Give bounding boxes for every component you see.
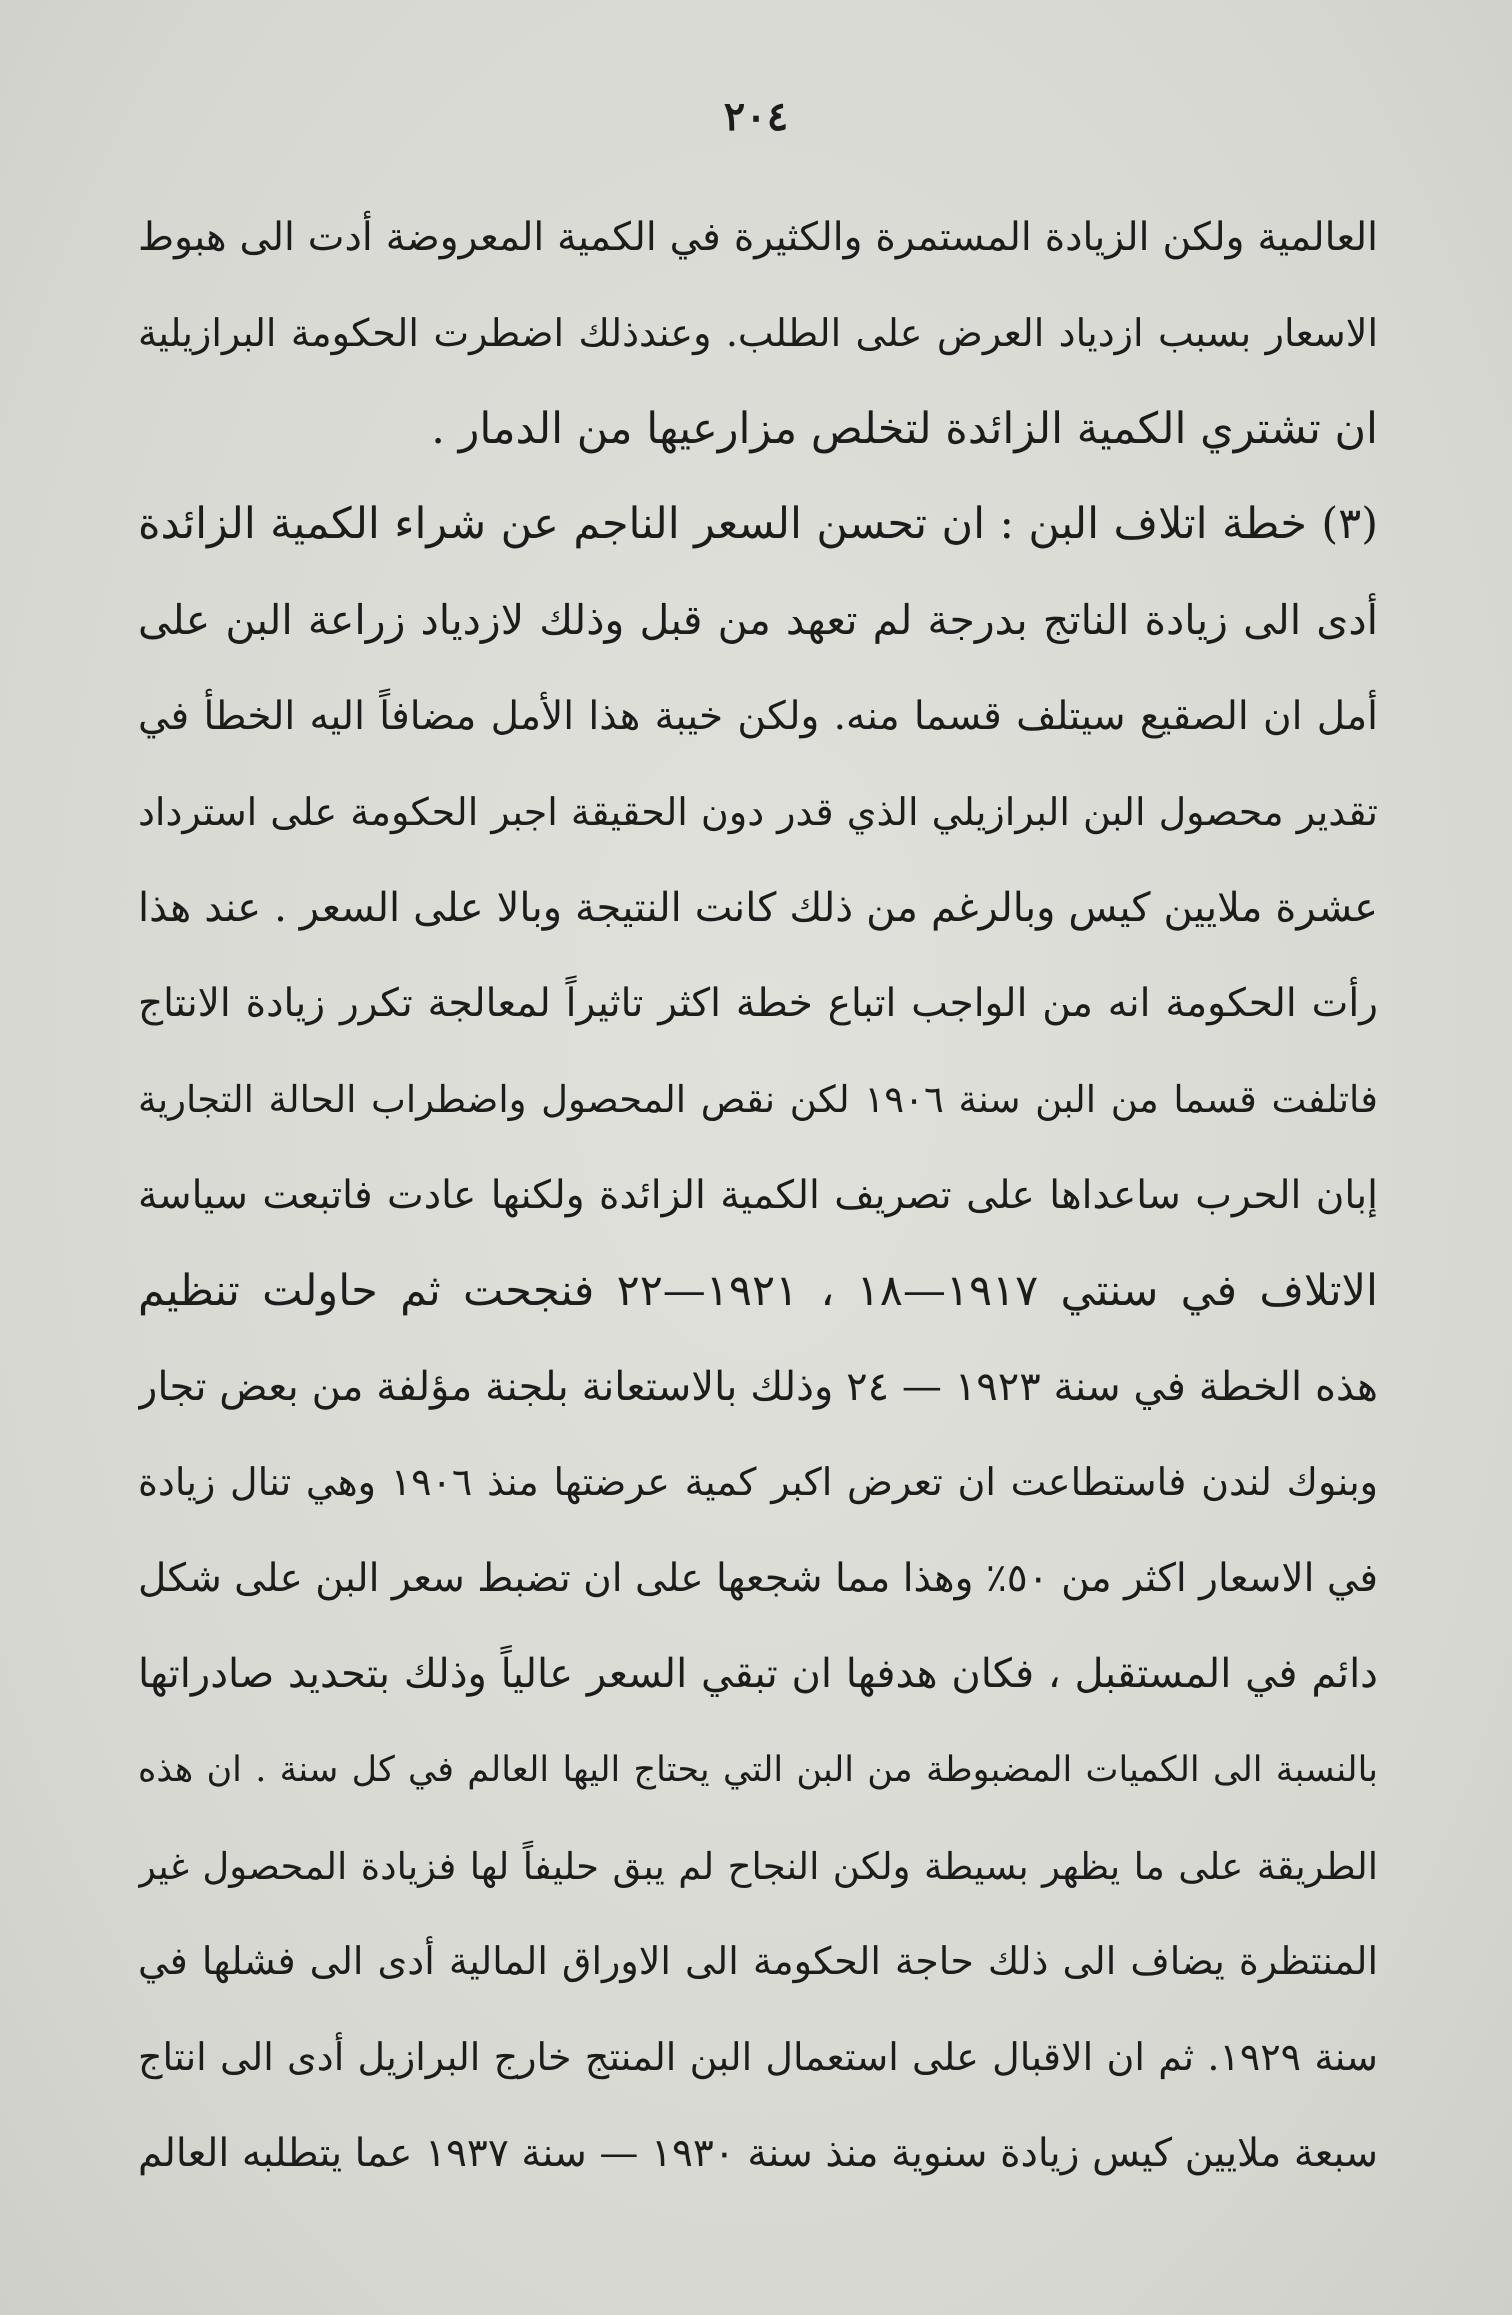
text-line-21: سبعة ملايين كيس زيادة سنوية منذ سنة ١٩٣٠ — سنة ١٩٣٧ عما يتطلبه العالم (138, 2130, 1378, 2176)
text-line-19: المنتظرة يضاف الى ذلك حاجة الحكومة الى الاوراق المالية أدى الى فشلها في (138, 1939, 1378, 1984)
text-line-7: تقدير محصول البن البرازيلي الذي قدر دون الحقيقة اجبر الحكومة على استرداد (138, 789, 1378, 834)
body-text (138, 190, 1378, 2202)
text-line-10: فاتلفت قسما من البن سنة ١٩٠٦ لكن نقص المحصول واضطراب الحالة التجارية (138, 1078, 1378, 1122)
text-line-17: بالنسبة الى الكميات المضبوطة من البن التي يحتاج اليها العالم في كل سنة . ان هذه (138, 1749, 1378, 1790)
text-line-14: وبنوك لندن فاستطاعت ان تعرض اكبر كمية عرضتها منذ ١٩٠٦ وهي تنال زيادة (138, 1460, 1378, 1505)
text-line-4: (٣) خطة اتلاف البن : ان تحسن السعر الناجم عن شراء الكمية الزائدة (138, 499, 1378, 550)
text-line-13: هذه الخطة في سنة ١٩٢٣ — ٢٤ وذلك بالاستعانة بلجنة مؤلفة من بعض تجار (138, 1363, 1378, 1410)
text-line-11: إبان الحرب ساعداها على تصريف الكمية الزائدة ولكنها عادت فاتبعت سياسة (138, 1172, 1378, 1218)
text-line-18: الطريقة على ما يظهر بسيطة ولكن النجاح لم يبق حليفاً لها فزيادة المحصول غير (138, 1844, 1378, 1888)
text-line-5: أدى الى زيادة الناتج بدرجة لم تعهد من قبل وذلك لازدياد زراعة البن على (138, 596, 1378, 645)
text-line-16: دائم في المستقبل ، فكان هدفها ان تبقي السعر عالياً وذلك بتحديد صادراتها (138, 1650, 1378, 1697)
text-line-3: ان تشتري الكمية الزائدة لتخلص مزارعيها من الدمار . (431, 403, 1378, 454)
text-line-15: في الاسعار اكثر من ٥٠٪ وهذا مما شجعها على ان تضبط سعر البن على شكل (138, 1556, 1378, 1602)
text-line-8: عشرة ملايين كيس وبالرغم من ذلك كانت النتيجة وبالا على السعر . عند هذا (138, 884, 1378, 931)
text-line-2: الاسعار بسبب ازدياد العرض على الطلب. وعندذلك اضطرت الحكومة البرازيلية (138, 310, 1378, 355)
text-line-12: الاتلاف في سنتي ١٩١٧—١٨ ، ١٩٢١—٢٢ فنجحت ثم حاولت تنظيم (138, 1265, 1378, 1316)
text-line-1: العالمية ولكن الزيادة المستمرة والكثيرة في الكمية المعروضة أدت الى هبوط (138, 215, 1378, 260)
text-line-6: أمل ان الصقيع سيتلف قسما منه. ولكن خيبة هذا الأمل مضافاً اليه الخطأ في (138, 693, 1378, 739)
page-number: ٢٠٤ (723, 93, 789, 140)
text-line-9: رأت الحكومة انه من الواجب اتباع خطة اكثر تاثيراً لمعالجة تكرر زيادة الانتاج (138, 981, 1378, 1027)
text-line-20: سنة ١٩٢٩. ثم ان الاقبال على استعمال البن المنتج خارج البرازيل أدى الى انتاج (138, 2035, 1378, 2080)
